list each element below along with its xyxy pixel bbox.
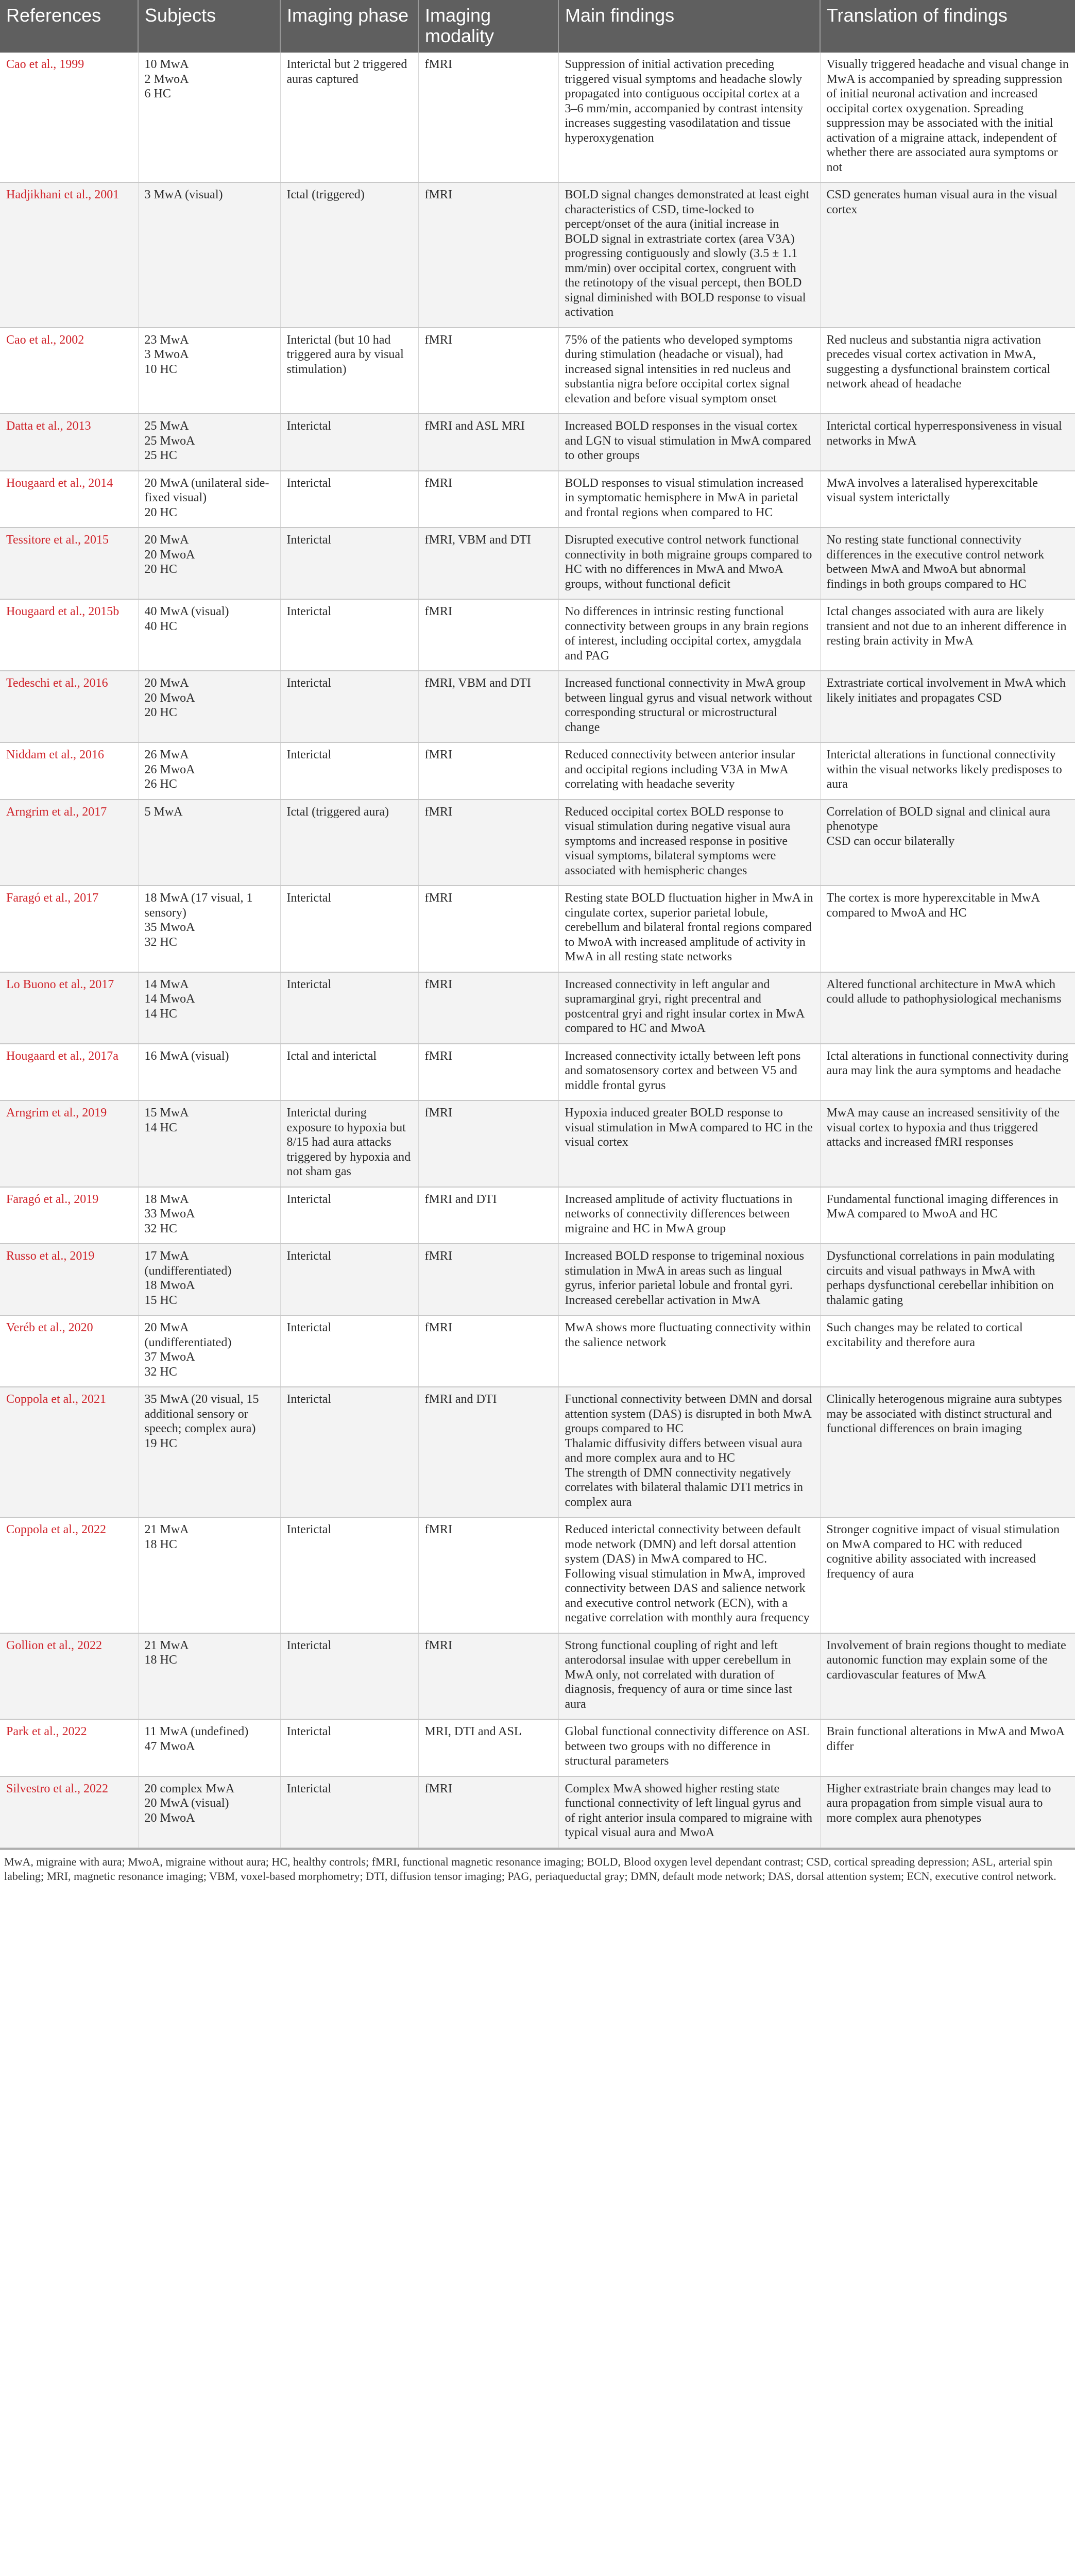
subject-group: 26 MwA [144, 748, 189, 761]
cell-translation: Visually triggered headache and visual change in MwA is accompanied by spreading suppression of initial neuronal activation and increased occipital cortex oxygenation. Spreading suppression may be associated with the initial activation of a migraine attack, independent of whether there are associated aura symptoms or not [820, 53, 1075, 182]
cell-imaging-phase: Interictal [280, 1719, 418, 1776]
reference-link[interactable]: Hougaard et al., 2015b [6, 605, 120, 618]
cell-main-findings: BOLD signal changes demonstrated at least eight characteristics of CSD, time-locked to percept/onset of the aura (initial increase in BOLD signal in extrastriate cortex (area V3A) progressing contiguously and slowly (3.5 ± 1.1 mm/min) over occipital cortex, congruent with the retinotopy of the visual percept, then BOLD signal diminished with BOLD response to visual activation [558, 182, 820, 328]
cell-imaging-modality: fMRI [418, 1244, 558, 1315]
subject-group: 20 MwoA [144, 1811, 195, 1825]
reference-link[interactable]: Hadjikhani et al., 2001 [6, 188, 120, 201]
reference-link[interactable]: Arngrim et al., 2017 [6, 805, 107, 819]
table-row [0, 1776, 1075, 1848]
cell-translation: Extrastriate cortical involvement in MwA which likely initiates and propagates CSD [820, 671, 1075, 742]
cell-subjects [138, 800, 280, 886]
cell-imaging-phase: Interictal [280, 972, 418, 1044]
cell-translation: Higher extrastriate brain changes may lead to aura propagation from simple visual aura to more complex aura phenotypes [820, 1776, 1075, 1848]
table-row [0, 53, 1075, 182]
cell-subjects [138, 972, 280, 1044]
reference-link[interactable]: Russo et al., 2019 [6, 1249, 95, 1263]
cell-translation: No resting state functional connectivity differences in the executive control network between MwA and MwoA but abnormal findings in both groups compared to HC [820, 528, 1075, 599]
cell-imaging-modality: fMRI [418, 886, 558, 972]
subject-group: 16 MwA (visual) [144, 1049, 229, 1063]
cell-translation: Brain functional alterations in MwA and MwoA differ [820, 1719, 1075, 1776]
cell-subjects [138, 1387, 280, 1517]
subject-group: 2 MwoA [144, 72, 189, 86]
subject-group: 20 MwA [144, 676, 189, 690]
cell-imaging-phase: Interictal (but 10 had triggered aura by visual stimulation) [280, 328, 418, 414]
reference-link[interactable]: Hougaard et al., 2014 [6, 476, 113, 490]
cell-reference [0, 1187, 138, 1244]
cell-subjects [138, 53, 280, 182]
cell-subjects [138, 1044, 280, 1101]
cell-main-findings: Increased connectivity ictally between left pons and somatosensory cortex and between V5 and middle frontal gyrus [558, 1044, 820, 1101]
subject-group: 37 MwoA [144, 1350, 195, 1364]
cell-subjects [138, 328, 280, 414]
cell-subjects [138, 414, 280, 471]
cell-translation: Interictal alterations in functional connectivity within the visual networks likely predisposes to aura [820, 742, 1075, 800]
cell-reference [0, 1776, 138, 1848]
cell-reference [0, 742, 138, 800]
header-translation-of-findings: Translation of findings [820, 0, 1075, 53]
table-row [0, 1187, 1075, 1244]
cell-translation: MwA may cause an increased sensitivity of the visual cortex to hypoxia and thus triggered attacks and increased fMRI responses [820, 1100, 1075, 1187]
subject-group: 20 MwA (unilateral side-fixed visual) [144, 476, 269, 504]
cell-translation: MwA involves a lateralised hyperexcitable visual system interictally [820, 471, 1075, 528]
table-row [0, 886, 1075, 972]
reference-link[interactable]: Faragó et al., 2019 [6, 1192, 99, 1206]
subject-group: 26 MwoA [144, 762, 195, 776]
subject-group: 25 MwoA [144, 434, 195, 448]
cell-translation: Correlation of BOLD signal and clinical aura phenotype CSD can occur bilaterally [820, 800, 1075, 886]
subject-group: 21 MwA [144, 1638, 189, 1652]
subject-group: 10 MwA [144, 58, 189, 71]
table-footnote: MwA, migraine with aura; MwoA, migraine without aura; HC, healthy controls; fMRI, functional magnetic resonance imaging; BOLD, Blood oxygen level dependant contrast; CSD, cortical spreading depression; ASL, arterial spin labeling; MRI, magnetic resonance imaging; VBM, voxel-based morphometry; DTI, diffusion tensor imaging; PAG, periaqueductal gray; DMN, default mode network; DAS, dorsal attention system; ECN, executive control network. [0, 1849, 1075, 1884]
subject-group: 18 HC [144, 1537, 177, 1551]
cell-imaging-phase: Interictal [280, 1517, 418, 1633]
cell-imaging-phase: Interictal [280, 1244, 418, 1315]
cell-imaging-phase: Interictal [280, 1776, 418, 1848]
cell-main-findings: BOLD responses to visual stimulation increased in symptomatic hemisphere in MwA in parietal and frontal regions when compared to HC [558, 471, 820, 528]
cell-subjects [138, 528, 280, 599]
table-row [0, 671, 1075, 742]
subject-group: 33 MwoA [144, 1207, 195, 1221]
cell-subjects [138, 1776, 280, 1848]
cell-reference [0, 1719, 138, 1776]
cell-main-findings: Reduced interictal connectivity between default mode network (DMN) and left dorsal attention system (DAS) in MwA compared to HC. Following visual stimulation in MwA, improved connectivity between DAS and salience network and executive control network (ECN), with a negative correlation with monthly aura frequency [558, 1517, 820, 1633]
cell-subjects [138, 1719, 280, 1776]
subject-group: 18 MwoA [144, 1279, 195, 1292]
cell-translation: CSD generates human visual aura in the visual cortex [820, 182, 1075, 328]
cell-imaging-modality: fMRI [418, 742, 558, 800]
subject-group: 17 MwA (undifferentiated) [144, 1249, 232, 1278]
header-main-findings: Main findings [558, 0, 820, 53]
cell-main-findings: No differences in intrinsic resting functional connectivity between groups in any brain regions of interest, including occipital cortex, amygdala and PAG [558, 599, 820, 671]
cell-main-findings: Increased BOLD responses in the visual cortex and LGN to visual stimulation in MwA compared to other groups [558, 414, 820, 471]
subject-group: 15 HC [144, 1293, 177, 1307]
subject-group: 40 HC [144, 619, 177, 633]
table-row [0, 182, 1075, 328]
cell-subjects [138, 1633, 280, 1720]
subject-group: 20 MwA (undifferentiated) [144, 1321, 232, 1349]
subject-group: 25 HC [144, 449, 177, 462]
cell-imaging-phase: Interictal [280, 414, 418, 471]
subject-group: 47 MwoA [144, 1739, 195, 1753]
cell-subjects [138, 1244, 280, 1315]
subject-group: 14 MwoA [144, 992, 195, 1006]
cell-imaging-modality: fMRI and DTI [418, 1187, 558, 1244]
subject-group: 35 MwoA [144, 921, 195, 934]
subject-group: 5 MwA [144, 805, 183, 819]
cell-main-findings: Resting state BOLD fluctuation higher in MwA in cingulate cortex, superior parietal lobule, cerebellum and bilateral frontal regions compared to MwoA with increased amplitude of activity in MwA in all resting state networks [558, 886, 820, 972]
cell-reference [0, 1517, 138, 1633]
subject-group: 15 MwA [144, 1106, 189, 1120]
subject-group: 20 complex MwA [144, 1782, 235, 1795]
table-row [0, 1633, 1075, 1720]
reference-link[interactable]: Park et al., 2022 [6, 1725, 87, 1738]
cell-translation: Stronger cognitive impact of visual stimulation on MwA compared to HC with reduced cognitive ability associated with increased frequency of aura [820, 1517, 1075, 1633]
cell-imaging-phase: Interictal [280, 742, 418, 800]
table-row [0, 599, 1075, 671]
cell-imaging-modality: fMRI [418, 182, 558, 328]
cell-translation: Dysfunctional correlations in pain modulating circuits and visual pathways in MwA with perhaps dysfunctional cerebellar inhibition on thalamic gating [820, 1244, 1075, 1315]
cell-subjects [138, 886, 280, 972]
cell-main-findings: Increased BOLD response to trigeminal noxious stimulation in MwA in areas such as lingual gyrus, inferior parietal lobule and frontal gyri. Increased cerebellar activation in MwA [558, 1244, 820, 1315]
table-body [0, 53, 1075, 1848]
cell-imaging-phase: Interictal [280, 886, 418, 972]
cell-imaging-modality: fMRI [418, 1044, 558, 1101]
cell-subjects [138, 599, 280, 671]
cell-imaging-phase: Ictal and interictal [280, 1044, 418, 1101]
table-row [0, 1044, 1075, 1101]
cell-imaging-phase: Interictal during exposure to hypoxia but 8/15 had aura attacks triggered by hypoxia and not sham gas [280, 1100, 418, 1187]
subject-group: 21 MwA [144, 1523, 189, 1536]
cell-reference [0, 471, 138, 528]
cell-imaging-phase: Interictal [280, 1633, 418, 1720]
reference-link[interactable]: Tessitore et al., 2015 [6, 533, 109, 547]
subject-group: 14 HC [144, 1121, 177, 1134]
cell-reference [0, 182, 138, 328]
cell-imaging-phase: Interictal [280, 1187, 418, 1244]
cell-reference [0, 1315, 138, 1387]
cell-translation: Red nucleus and substantia nigra activation precedes visual cortex activation in MwA, suggesting a dysfunctional brainstem cortical network ahead of headache [820, 328, 1075, 414]
subject-group: 18 HC [144, 1653, 177, 1667]
cell-imaging-modality: MRI, DTI and ASL [418, 1719, 558, 1776]
cell-translation: Involvement of brain regions thought to mediate autonomic function may explain some of the cardiovascular features of MwA [820, 1633, 1075, 1720]
cell-main-findings: Strong functional coupling of right and left anterodorsal insulae with upper cerebellum in MwA only, not correlated with duration of diagnosis, frequency of aura or time since last aura [558, 1633, 820, 1720]
cell-translation: Ictal changes associated with aura are likely transient and not due to an inherent difference in resting brain activity in MwA [820, 599, 1075, 671]
cell-translation: Fundamental functional imaging differences in MwA compared to MwoA and HC [820, 1187, 1075, 1244]
cell-main-findings: Increased amplitude of activity fluctuations in networks of connectivity differences between migraine and HC in MwA group [558, 1187, 820, 1244]
cell-subjects [138, 742, 280, 800]
reference-link[interactable]: Silvestro et al., 2022 [6, 1782, 108, 1795]
header-subjects: Subjects [138, 0, 280, 53]
cell-imaging-modality: fMRI, VBM and DTI [418, 528, 558, 599]
subject-group: 23 MwA [144, 333, 189, 347]
cell-reference [0, 972, 138, 1044]
cell-main-findings: Disrupted executive control network functional connectivity in both migraine groups compared to HC with no differences in MwA and MwoA groups, without functional deficit [558, 528, 820, 599]
cell-imaging-modality: fMRI [418, 800, 558, 886]
cell-imaging-modality: fMRI [418, 1100, 558, 1187]
cell-main-findings: Hypoxia induced greater BOLD response to visual stimulation in MwA compared to HC in the visual cortex [558, 1100, 820, 1187]
header-references: References [0, 0, 138, 53]
cell-reference [0, 528, 138, 599]
table-row [0, 1387, 1075, 1517]
cell-main-findings: Functional connectivity between DMN and dorsal attention system (DAS) is disrupted in both MwA groups compared to HC Thalamic diffusivity differs between visual aura and more complex aura and to HC The strength of DMN connectivity negatively correlates with bilateral thalamic DTI metrics in complex aura [558, 1387, 820, 1517]
table-header [0, 0, 1075, 53]
table-row [0, 528, 1075, 599]
cell-translation: Ictal alterations in functional connectivity during aura may link the aura symptoms and headache [820, 1044, 1075, 1101]
header-imaging-phase: Imaging phase [280, 0, 418, 53]
cell-imaging-modality: fMRI and ASL MRI [418, 414, 558, 471]
reference-link[interactable]: Niddam et al., 2016 [6, 748, 104, 761]
subject-group: 20 HC [144, 563, 177, 576]
cell-imaging-modality: fMRI and DTI [418, 1387, 558, 1517]
subject-group: 32 HC [144, 935, 177, 949]
table-row [0, 1244, 1075, 1315]
cell-imaging-modality: fMRI [418, 471, 558, 528]
subject-group: 10 HC [144, 362, 177, 376]
cell-subjects [138, 1315, 280, 1387]
subject-group: 32 HC [144, 1365, 177, 1379]
subject-group: 32 HC [144, 1222, 177, 1235]
cell-reference [0, 599, 138, 671]
cell-translation: Altered functional architecture in MwA which could allude to pathophysiological mechanisms [820, 972, 1075, 1044]
subject-group: 6 HC [144, 87, 171, 100]
cell-imaging-modality: fMRI [418, 1776, 558, 1848]
reference-link[interactable]: Coppola et al., 2022 [6, 1523, 106, 1536]
cell-subjects [138, 182, 280, 328]
cell-reference [0, 1244, 138, 1315]
cell-reference [0, 886, 138, 972]
reference-link[interactable]: Hougaard et al., 2017a [6, 1049, 118, 1063]
cell-reference [0, 1100, 138, 1187]
table-row [0, 1719, 1075, 1776]
reference-link[interactable]: Tedeschi et al., 2016 [6, 676, 108, 690]
table-row [0, 1100, 1075, 1187]
cell-reference [0, 671, 138, 742]
cell-imaging-phase: Interictal [280, 471, 418, 528]
reference-link[interactable]: Lo Buono et al., 2017 [6, 977, 114, 991]
cell-subjects [138, 471, 280, 528]
cell-imaging-modality: fMRI [418, 1633, 558, 1720]
subject-group: 20 MwA (visual) [144, 1797, 229, 1810]
cell-main-findings: Reduced occipital cortex BOLD response to visual stimulation during negative visual aura symptoms and increased response in positive visual symptoms, bilateral symptoms were associated with hemispheric changes [558, 800, 820, 886]
cell-main-findings: MwA shows more fluctuating connectivity within the salience network [558, 1315, 820, 1387]
subject-group: 25 MwA [144, 419, 189, 433]
cell-main-findings: 75% of the patients who developed symptoms during stimulation (headache or visual), had increased signal intensities in red nucleus and substantia nigra before occipital cortex signal elevation and before visual symptom onset [558, 328, 820, 414]
cell-translation: Interictal cortical hyperresponsiveness in visual networks in MwA [820, 414, 1075, 471]
cell-translation: Clinically heterogenous migraine aura subtypes may be associated with distinct structural and functional differences on brain imaging [820, 1387, 1075, 1517]
reference-link[interactable]: Cao et al., 1999 [6, 58, 84, 71]
cell-translation: Such changes may be related to cortical excitability and therefore aura [820, 1315, 1075, 1387]
cell-main-findings: Increased connectivity in left angular and supramarginal gryi, right precentral and postcentral gryi and right insular cortex in MwA compared to HC and MwoA [558, 972, 820, 1044]
subject-group: 19 HC [144, 1436, 177, 1450]
cell-reference [0, 53, 138, 182]
cell-subjects [138, 1517, 280, 1633]
cell-translation: The cortex is more hyperexcitable in MwA compared to MwoA and HC [820, 886, 1075, 972]
header-row [0, 0, 1075, 53]
cell-subjects [138, 1100, 280, 1187]
table-row [0, 1315, 1075, 1387]
cell-subjects [138, 1187, 280, 1244]
cell-imaging-modality: fMRI [418, 972, 558, 1044]
table-row [0, 328, 1075, 414]
subject-group: 20 MwoA [144, 548, 195, 562]
subject-group: 20 HC [144, 706, 177, 719]
subject-group: 11 MwA (undefined) [144, 1725, 249, 1738]
cell-reference [0, 1633, 138, 1720]
reference-link[interactable]: Faragó et al., 2017 [6, 891, 99, 905]
cell-reference [0, 800, 138, 886]
subject-group: 18 MwA [144, 1192, 189, 1206]
subject-group: 3 MwoA [144, 348, 189, 361]
cell-imaging-phase: Interictal but 2 triggered auras captured [280, 53, 418, 182]
subject-group: 35 MwA (20 visual, 15 additional sensory or speech; complex aura) [144, 1393, 259, 1435]
table-row [0, 414, 1075, 471]
table-row [0, 1517, 1075, 1633]
subject-group: 14 MwA [144, 977, 189, 991]
cell-imaging-phase: Ictal (triggered) [280, 182, 418, 328]
cell-imaging-modality: fMRI [418, 53, 558, 182]
subject-group: 14 HC [144, 1007, 177, 1021]
cell-main-findings: Suppression of initial activation preceding triggered visual symptoms and headache slowly propagated into contiguous occipital cortex at a 3–6 mm/min, accompanied by contrast intensity increases suggesting vasodilatation and tissue hyperoxygenation [558, 53, 820, 182]
subject-group: 26 HC [144, 777, 177, 791]
subject-group: 20 HC [144, 505, 177, 519]
cell-imaging-phase: Interictal [280, 528, 418, 599]
reference-link[interactable]: Gollion et al., 2022 [6, 1638, 102, 1652]
cell-imaging-phase: Ictal (triggered aura) [280, 800, 418, 886]
cell-imaging-modality: fMRI [418, 328, 558, 414]
cell-imaging-phase: Interictal [280, 1387, 418, 1517]
cell-subjects [138, 671, 280, 742]
cell-imaging-modality: fMRI [418, 1517, 558, 1633]
cell-imaging-modality: fMRI [418, 599, 558, 671]
reference-link[interactable]: Coppola et al., 2021 [6, 1393, 106, 1406]
cell-imaging-modality: fMRI, VBM and DTI [418, 671, 558, 742]
subject-group: 18 MwA (17 visual, 1 sensory) [144, 891, 253, 920]
reference-link[interactable]: Veréb et al., 2020 [6, 1321, 93, 1334]
subject-group: 20 MwoA [144, 691, 195, 705]
cell-main-findings: Complex MwA showed higher resting state functional connectivity of left lingual gyrus and of right anterior insula compared to migraine with typical visual aura and MwoA [558, 1776, 820, 1848]
cell-reference [0, 328, 138, 414]
cell-imaging-phase: Interictal [280, 599, 418, 671]
reference-link[interactable]: Arngrim et al., 2019 [6, 1106, 107, 1120]
cell-main-findings: Increased functional connectivity in MwA group between lingual gyrus and visual network without corresponding structural or microstructural change [558, 671, 820, 742]
subject-group: 40 MwA (visual) [144, 605, 229, 618]
table-row [0, 742, 1075, 800]
cell-reference [0, 414, 138, 471]
cell-imaging-phase: Interictal [280, 671, 418, 742]
subject-group: 20 MwA [144, 533, 189, 547]
table-row [0, 800, 1075, 886]
cell-imaging-modality: fMRI [418, 1315, 558, 1387]
cell-reference [0, 1044, 138, 1101]
reference-link[interactable]: Cao et al., 2002 [6, 333, 84, 347]
cell-reference [0, 1387, 138, 1517]
header-imaging-modality: Imaging modality [418, 0, 558, 53]
cell-main-findings: Reduced connectivity between anterior insular and occipital regions including V3A in MwA correlating with headache severity [558, 742, 820, 800]
cell-imaging-phase: Interictal [280, 1315, 418, 1387]
table-row [0, 471, 1075, 528]
subject-group: 3 MwA (visual) [144, 188, 223, 201]
cell-main-findings: Global functional connectivity difference on ASL between two groups with no difference in structural parameters [558, 1719, 820, 1776]
table-row [0, 972, 1075, 1044]
reference-link[interactable]: Datta et al., 2013 [6, 419, 91, 433]
